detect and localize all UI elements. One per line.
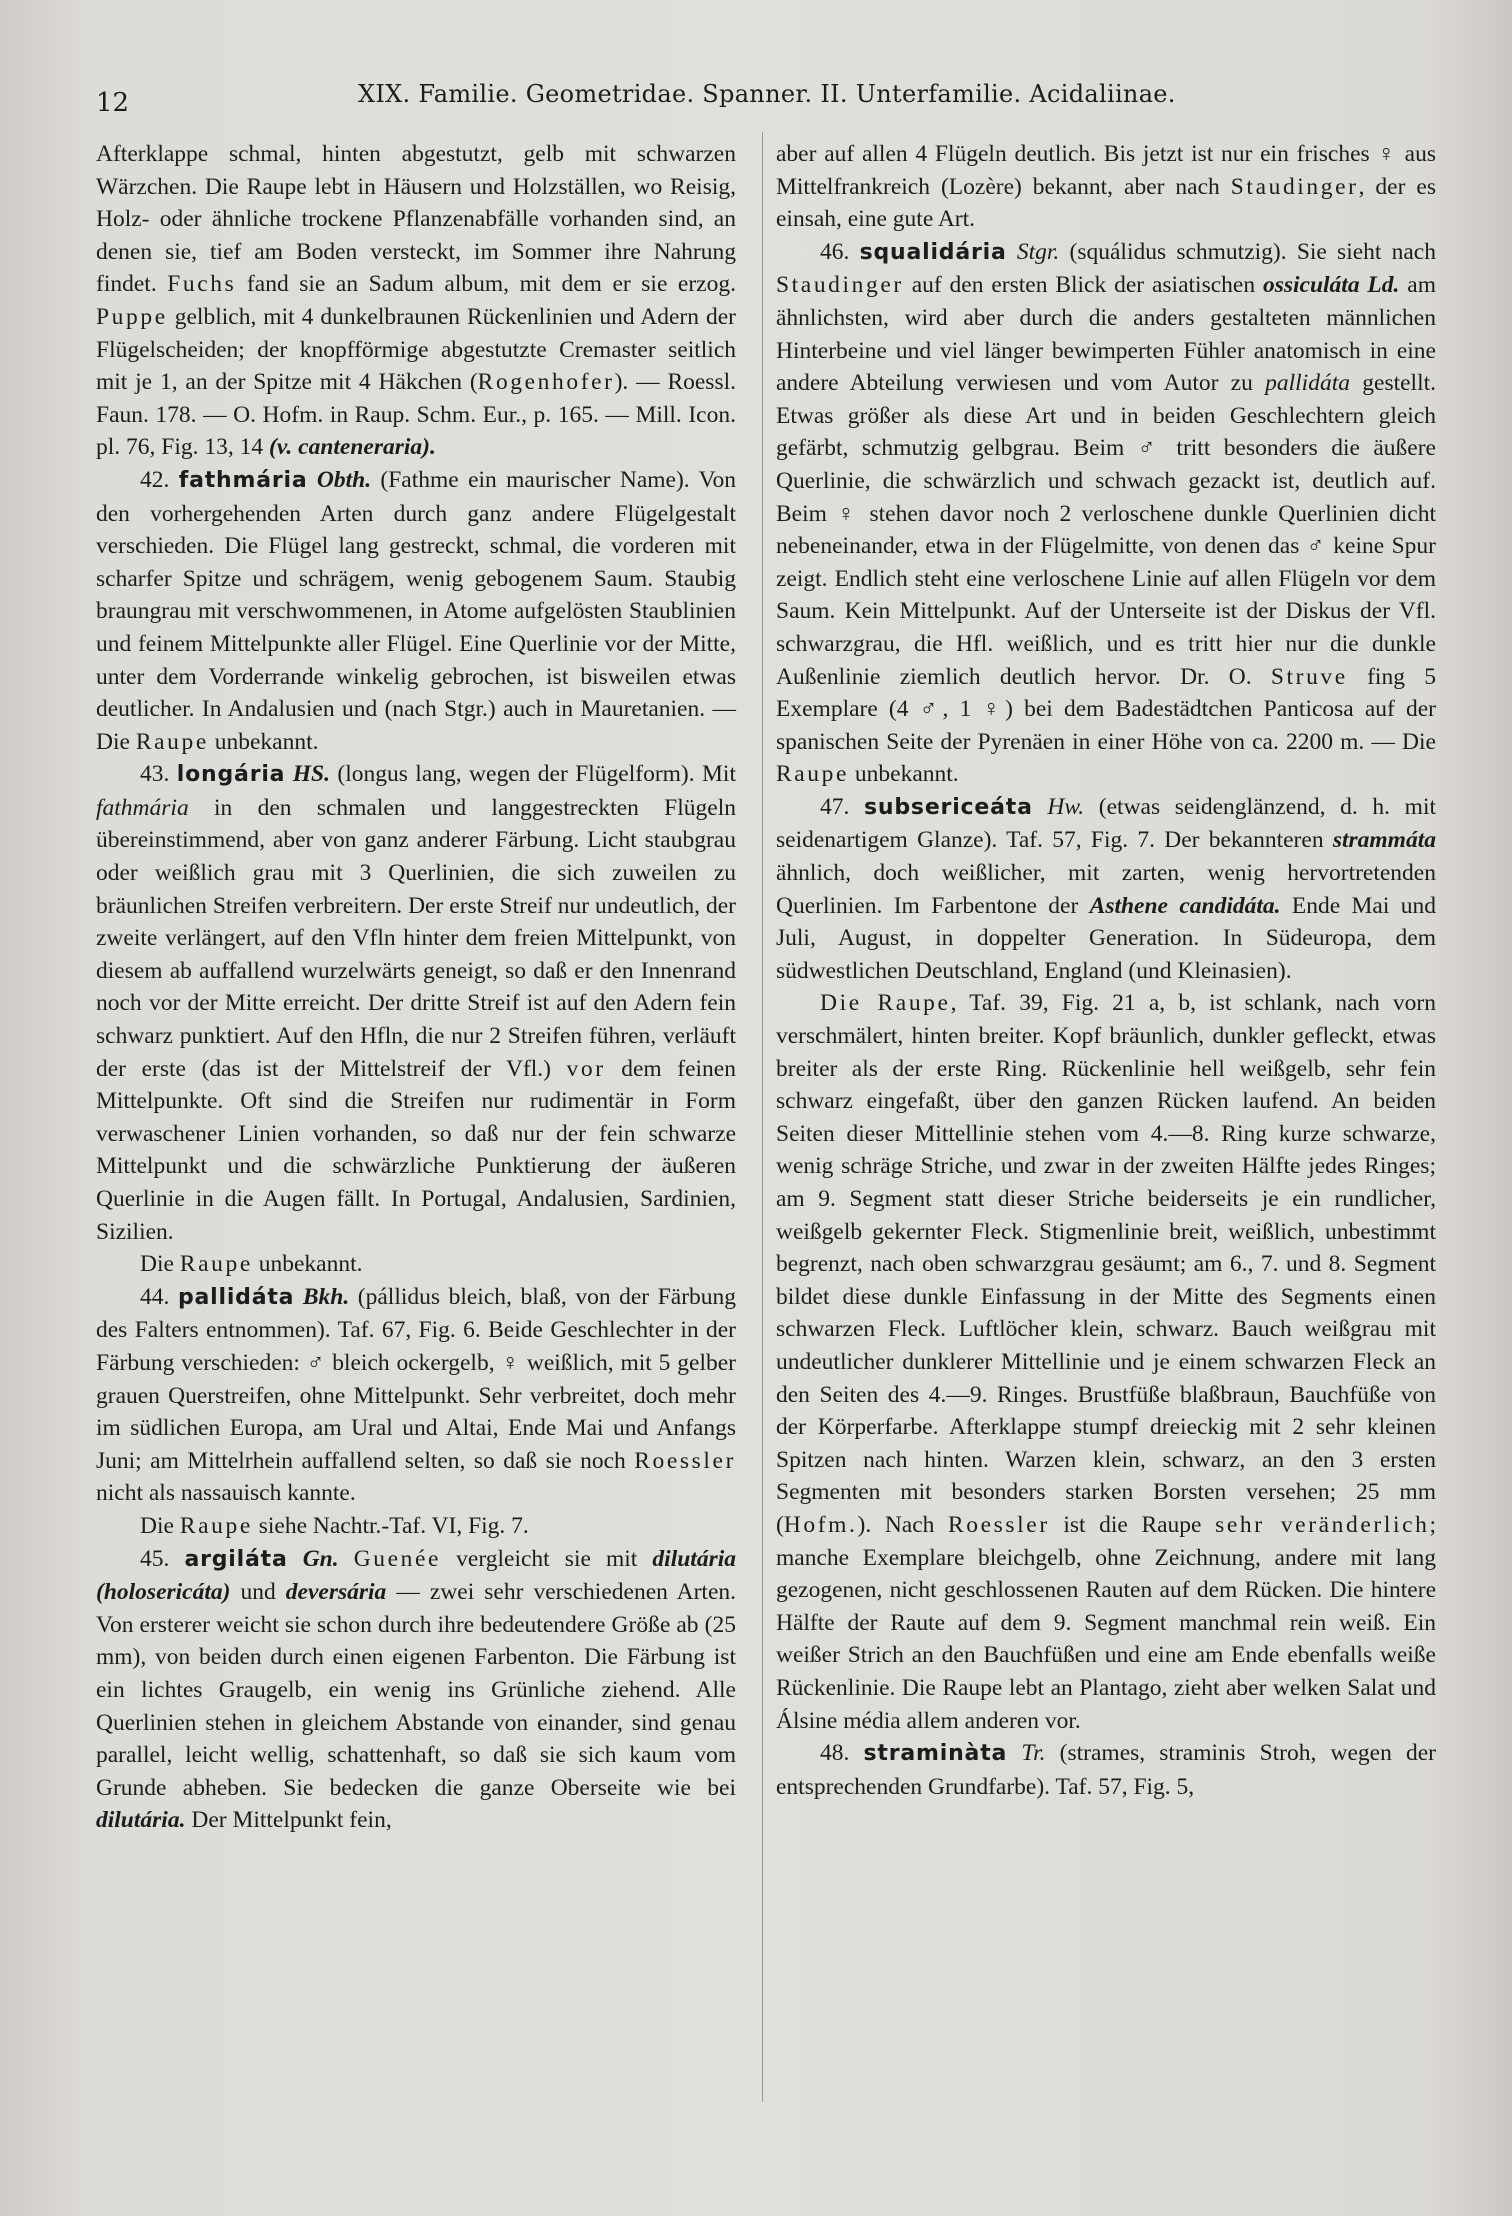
species-entry-47-larva: Die Raupe, Taf. 39, Fig. 21 a, b, ist schlank, nach vorn verschmälert, hinten breiter. Kopf bräunlich, dunkler gefleckt, etwas breiter als der erste Ring. Rückenlinie hell weißgelb, sehr fein schwarz eingefaßt, über den ganzen Rücken laufend. An beiden Seiten dieser Mittellinie stehen vom 4.—8. Ring kurze schwarze, wenig schräge Striche, und zwar in der zweiten Hälfte jedes Ringes; am 9. Segment statt dieser Striche beiderseits je ein rundlicher, weißgelb gekernter Fleck. Stigmenlinie breit, weißlich, unbestimmt begrenzt, nach oben schwarzgrau gesäumt; am 6., 7. und 8. Segment bildet diese dunkle Einfassung in der Mitte des Segments einen schwarzen Fleck. Luftlöcher klein, schwarz. Bauch weißgrau mit undeutlicher dunklerer Mittellinie und je einem schwarzen Fleck an den Seiten des 4.—9. Ringes. Brustfüße blaßbraun, Bauchfüße von der Körperfarbe. Afterklappe stumpf dreieckig mit 2 sehr kleinen Spitzen nach hinten. Warzen klein, schwarz, an den 3 ersten Segmenten mit besonders starken Borsten versehen; 25 mm (Hofm.). Nach Roessler ist die Raupe sehr veränderlich; manche Exemplare bleichgelb, ohne Zeichnung, andere mit lang gezogenen, nicht geschlossenen Rauten auf dem Rücken. Die hintere Hälfte der Raute auf dem 9. Segment manchmal rein weiß. Ein weißer Strich an den Bauchfüßen und eine am Ende ebenfalls weiße Rückenlinie. Die Raupe lebt an Plantago, zieht aber welken Salat und Álsine média allem anderen vor. [776,990,1437,1734]
species-name: fathmária [178,467,308,493]
species-entry-46: 46. squalidária Stgr. (squálidus schmutzig). Sie sieht nach Staudinger auf den ersten Blick der asiatischen ossiculáta Ld. am ähnlichsten, wird aber durch die anders gestalteten männlichen Hinterbeine und viel länger bewimperten Fühler anatomisch in eine andere Abteilung verwiesen und vom Autor zu pallidáta gestellt. Etwas größer als diese Art und in beiden Geschlechtern gleich gefärbt, schmutzig gelbgrau. Beim ♂ tritt besonders die äußere Querlinie, die schwärzlich und schwach gezackt ist, deutlich auf. Beim ♀ stehen davor noch 2 verloschene dunkle Querlinien dicht nebeneinander, etwa in der Flügelmitte, von denen das ♂ keine Spur zeigt. Endlich steht eine verloschene Linie auf allen Flügeln vor dem Saum. Kein Mittelpunkt. Auf der Unterseite ist der Diskus der Vfl. schwarzgrau, die Hfl. weißlich, und es tritt hier nur die dunkle Außenlinie ziemlich deutlich hervor. Dr. O. Struve fing 5 Exemplare (4 ♂, 1 ♀) bei dem Badestädtchen Panticosa auf der spanischen Seite der Pyrenäen in einer Höhe von ca. 2200 m. — Die Raupe unbekannt. [776,238,1437,788]
species-name: pallidáta [177,1284,295,1310]
page-number: 12 [96,88,130,118]
running-title: XIX. Familie. Geometridae. Spanner. II. Unterfamilie. Acidaliinae. [358,80,1176,108]
species-entry-43-larva: Die Raupe unbekannt. [140,1251,363,1278]
page-header [96,80,1186,120]
right-column [776,138,1436,1803]
species-name: longária [176,762,286,788]
species-entry-44: 44. pallidáta Bkh. (pállidus bleich, blaß, von der Färbung des Falters entnommen). Taf. 67, Fig. 6. Beide Geschlechter in der Färbung verschieden: ♂ bleich ockergelb, ♀ weißlich, mit 5 gelber grauen Querstreifen, ohne Mittelpunkt. Sehr verbreitet, doch mehr im südlichen Europa, am Ural und Altai, Ende Mai und Anfangs Juni; am Mittelrhein auffallend selten, so daß sie noch Roessler nicht als nassauisch kannte. [96,1283,737,1507]
species-entry-45: 45. argiláta Gn. Guenée vergleicht sie mit dilutária (holosericáta) und deversária — zwei sehr verschiedenen Arten. Von ersterer weicht sie schon durch ihre bedeutendere Größe ab (25 mm), von beiden durch einen eigenen Farbenton. Die Färbung ist ein lichtes Graugelb, ein wenig ins Grünliche ziehend. Alle Querlinien stehen in gleichem Abstande von einander, sind genau parallel, leicht wellig, schattenhaft, so daß sie sich kaum vom Grunde abheben. Sie bedecken die ganze Oberseite wie bei dilutária. Der Mittelpunkt fein, [96,1545,737,1834]
column-divider [762,132,763,2102]
species-entry-47: 47. subsericeáta Hw. (etwas seidenglänzend, d. h. mit seidenartigem Glanze). Taf. 57, Fig. 7. Der bekannteren strammáta ähnlich, doch weißlicher, mit zarten, wenig hervortretenden Querlinien. Im Farbentone der Asthene candidáta. Ende Mai und Juli, August, in doppelter Generation. In Südeuropa, dem südwestlichen Deutschland, England (und Kleinasien). [776,793,1437,984]
species-name: subsericeáta [864,794,1033,820]
species-name: straminàta [863,1741,1008,1767]
species-entry-48: 48. straminàta Tr. (strames, straminis Stroh, wegen der entsprechenden Grundfarbe). Taf. 57, Fig. 5, [776,1740,1436,1800]
paragraph-continuation: Afterklappe schmal, hinten abgestutzt, gelb mit schwarzen Wärzchen. Die Raupe lebt in Häusern und Holzställen, wo Reisig, Holz- oder ähnliche trockene Pflanzenabfälle vorhanden sind, an denen sie, tief am Boden versteckt, im Sommer ihre Nahrung findet. Fuchs fand sie an Sadum album, mit dem er sie erzog. Puppe gelblich, mit 4 dunkelbraunen Rückenlinien und Adern der Flügelscheiden; der knopfförmige abgestutzte Cremaster seitlich mit je 1, an der Spitze mit 4 Häkchen (Rogenhofer). — Roessl. Faun. 178. — O. Hofm. in Raup. Schm. Eur., p. 165. — Mill. Icon. pl. 76, Fig. 13, 14 (v. canteneraria). [96,141,737,461]
species-entry-43: 43. longária HS. (longus lang, wegen der Flügelform). Mit fathmária in den schmalen und langgestreckten Flügeln übereinstimmend, aber von ganz anderer Färbung. Licht staubgrau oder weißlich grau mit 3 Querlinien, die sich zuweilen zu bräunlichen Streifen verbreitern. Der erste Streif nur undeutlich, der zweite verlängert, auf den Vfln hinter dem freien Mittelpunkt, von diesem ab auffallend wurzelwärts geneigt, so daß er den Innenrand noch vor der Mitte erreicht. Der dritte Streif ist auf den Adern fein schwarz punktiert. Auf den Hfln, die nur 2 Streifen führen, verläuft der erste (das ist der Mittelstreif der Vfl.) vor dem feinen Mittelpunkte. Oft sind die Streifen nur rudimentär in Form verwaschener Linien vorhanden, so daß nur der fein schwarze Mittelpunkt und die schwärzliche Punktierung der äußeren Querlinie in die Augen fällt. In Portugal, Andalusien, Sardinien, Sizilien. [96,761,736,1245]
species-entry-42: 42. fathmária Obth. (Fathme ein maurischer Name). Von den vorhergehenden Arten durch ganz andere Flügelgestalt verschieden. Die Flügel lang gestreckt, schmal, die vorderen mit scharfer Spitze und schrägem, wenig gebogenem Saum. Staubig braungrau mit verschwommenen, in Atome aufgelösten Staublinien und feinem Mittelpunkte aller Flügel. Eine Querlinie vor der Mitte, unter dem Vorderrande winkelig gebrochen, ist bisweilen etwas deutlicher. In Andalusien und (nach Stgr.) auch in Mauretanien. — Die Raupe unbekannt. [96,466,737,755]
left-column [96,138,736,1837]
species-name: argiláta [184,1546,288,1572]
species-entry-44-larva: Die Raupe siehe Nachtr.-Taf. VI, Fig. 7. [140,1512,529,1539]
species-name: squalidária [859,239,1007,265]
paragraph-continuation: aber auf allen 4 Flügeln deutlich. Bis jetzt ist nur ein frisches ♀ aus Mittelfrankreich (Lozère) bekannt, aber nach Staudinger, der es einsah, eine gute Art. [776,141,1436,233]
